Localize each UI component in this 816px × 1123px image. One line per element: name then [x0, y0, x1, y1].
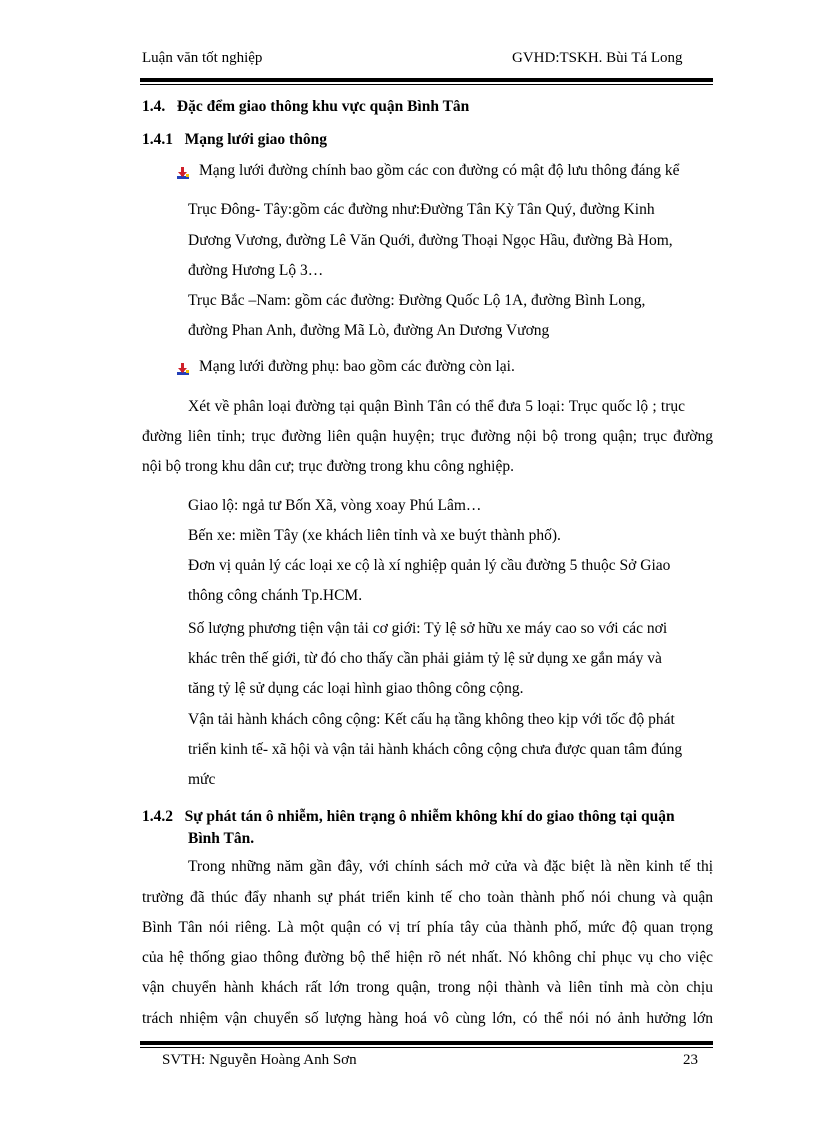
section-number: 1.4. [142, 98, 166, 115]
text-line: Trục Đông- Tây:gồm các đường như:Đường Tân Kỳ Tân Quý, đường Kinh [188, 201, 655, 218]
footer-rule-thin [140, 1047, 713, 1048]
text-line: mức [188, 771, 216, 788]
bullet-item: Mạng lưới đường chính bao gồm các con đường có mật độ lưu thông đáng kể [199, 162, 680, 179]
text-line: đường liên tỉnh; trục đường liên quận huyện; trục đường nội bộ trong quận; trục đường [142, 428, 713, 445]
text-line: đường Hương Lộ 3… [188, 262, 324, 279]
section-title: Sự phát tán ô nhiễm, hiên trạng ô nhiễm không khí do giao thông tại quận [184, 808, 675, 825]
text-line: Giao lộ: ngả tư Bốn Xã, vòng xoay Phú Lâm… [188, 497, 482, 514]
text-line: triển kinh tế- xã hội và vận tải hành khách công cộng chưa được quan tâm đúng [188, 741, 683, 758]
text-line: khác trên thế giới, từ đó cho thấy cần phải giảm tỷ lệ sử dụng xe gắn máy và [188, 650, 662, 667]
text-line: trách nhiệm vận chuyển số lượng hàng hoá vô cùng lớn, có thể nói nó ảnh hưởng lớn [142, 1010, 713, 1027]
section-number: 1.4.2 [142, 808, 173, 825]
text-line: Trong những năm gần đây, với chính sách mở cửa và đặc biệt là nền kinh tế thị [188, 858, 713, 875]
text-line: trường đã thúc đẩy nhanh sự phát triển kinh tế cho toàn thành phố nói chung và quận [142, 889, 713, 906]
section-title-continuation: Bình Tân. [188, 830, 255, 847]
bullet-item: Mạng lưới đường phụ: bao gồm các đường còn lại. [199, 358, 515, 375]
section-title: Đặc đểm giao thông khu vực quận Bình Tân [176, 98, 470, 115]
text-line: Dương Vương, đường Lê Văn Quới, đường Thoại Ngọc Hầu, đường Bà Hom, [188, 232, 673, 249]
text-line: thông công chánh Tp.HCM. [188, 587, 363, 604]
section-title: Mạng lưới giao thông [184, 131, 327, 148]
footer-rule [140, 1041, 713, 1045]
section-heading-1-4-2 [142, 808, 675, 826]
section-heading-1-4 [142, 98, 469, 116]
text-line: Đơn vị quản lý các loại xe cộ là xí nghiệp quản lý cầu đường 5 thuộc Sở Giao [188, 557, 671, 574]
footer-student-name: SVTH: Nguyễn Hoàng Anh Sơn [162, 1052, 357, 1068]
header-left-title: Luận văn tốt nghiệp [142, 50, 263, 66]
page-number: 23 [683, 1052, 698, 1068]
text-line: tăng tỷ lệ sử dụng các loại hình giao thông công cộng. [188, 680, 524, 697]
text-line: Số lượng phương tiện vận tải cơ giới: Tỷ lệ sở hữu xe máy cao so với các nơi [188, 620, 668, 637]
header-rule [140, 78, 713, 82]
text-line: Vận tải hành khách công cộng: Kết cấu hạ tầng không theo kịp với tốc độ phát [188, 711, 675, 728]
text-line: Trục Bắc –Nam: gồm các đường: Đường Quốc Lộ 1A, đường Bình Long, [188, 292, 646, 309]
text-line: Bến xe: miền Tây (xe khách liên tỉnh và xe buýt thành phố). [188, 527, 561, 544]
text-line: vận chuyển hành khách rất lớn trong quận, trong nội thành và liên tỉnh mà còn chịu [142, 979, 713, 996]
text-line: Xét về phân loại đường tại quận Bình Tân có thể đưa 5 loại: Trục quốc lộ ; trục [188, 398, 685, 415]
text-line: nội bộ trong khu dân cư; trục đường trong khu công nghiệp. [142, 458, 514, 475]
text-line: Bình Tân nói riêng. Là một quận có vị trí phía tây của thành phố, mức độ quan trọng [142, 919, 713, 936]
section-number: 1.4.1 [142, 131, 173, 148]
header-rule-thin [140, 84, 713, 85]
arrow-bullet-icon [176, 166, 190, 180]
text-line: của hệ thống giao thông đường bộ thể hiện rõ nét nhất. Nó không chỉ phục vụ cho việc [142, 949, 713, 966]
header-right-advisor: GVHD:TSKH. Bùi Tá Long [512, 50, 683, 66]
section-heading-1-4-1 [142, 131, 327, 149]
text-line: đường Phan Anh, đường Mã Lò, đường An Dương Vương [188, 322, 550, 339]
arrow-bullet-icon [176, 362, 190, 376]
